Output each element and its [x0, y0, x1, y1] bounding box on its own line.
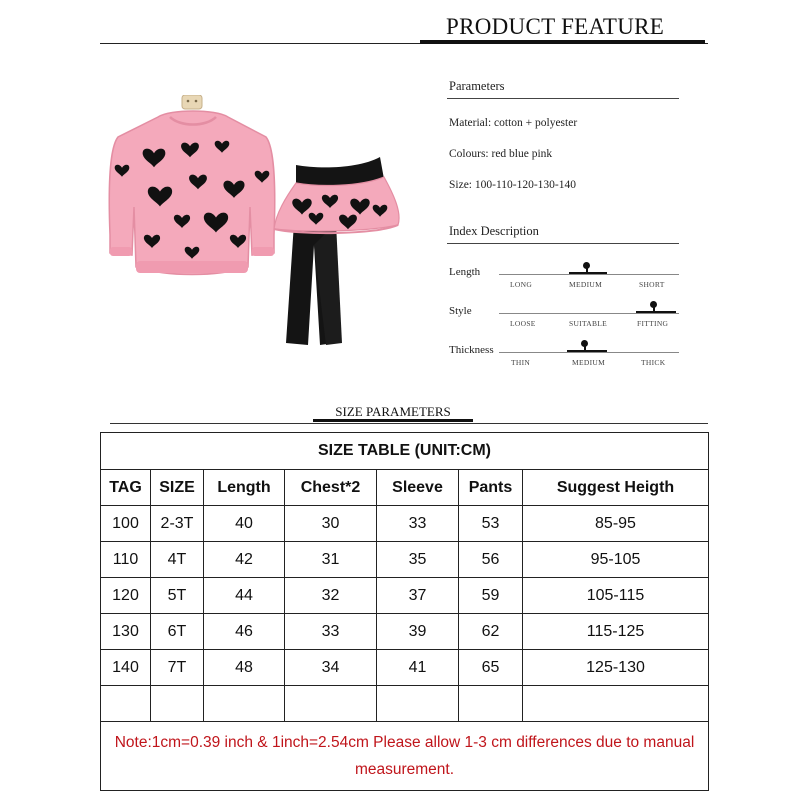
- table-row: [101, 506, 709, 542]
- size-value: Size: 100-110-120-130-140: [449, 179, 577, 191]
- parameters-title: Parameters: [449, 79, 505, 93]
- table-cell: 120: [101, 578, 151, 614]
- table-cell: 40: [204, 506, 285, 542]
- index-option: SUITABLE: [569, 319, 608, 328]
- table-row: [101, 650, 709, 686]
- material-value: Material: cotton + polyester: [449, 117, 578, 129]
- table-header: Sleeve: [377, 470, 459, 506]
- table-cell: 44: [204, 578, 285, 614]
- index-option: MEDIUM: [572, 358, 606, 367]
- colours-value: Colours: red blue pink: [449, 148, 553, 160]
- table-cell: 31: [285, 542, 377, 578]
- table-cell: 100: [101, 506, 151, 542]
- index-label-length: Length: [449, 266, 481, 278]
- table-cell: 46: [204, 614, 285, 650]
- table-cell: 5T: [151, 578, 204, 614]
- index-option: THIN: [511, 358, 531, 367]
- table-cell: 59: [459, 578, 523, 614]
- table-cell-empty: [204, 686, 285, 722]
- table-row: [101, 542, 709, 578]
- size-parameters-divider: [110, 423, 708, 424]
- index-option: FITTING: [637, 319, 669, 328]
- index-option: LOOSE: [510, 319, 536, 328]
- table-cell: 35: [377, 542, 459, 578]
- table-cell: 6T: [151, 614, 204, 650]
- table-cell: 62: [459, 614, 523, 650]
- size-table: [100, 432, 709, 791]
- table-cell: 130: [101, 614, 151, 650]
- index-option: MEDIUM: [569, 280, 603, 289]
- table-cell: 48: [204, 650, 285, 686]
- table-cell-empty: [101, 686, 151, 722]
- table-cell: 53: [459, 506, 523, 542]
- table-header: Chest*2: [285, 470, 377, 506]
- index-option: SHORT: [639, 280, 665, 289]
- table-cell: 34: [285, 650, 377, 686]
- table-row: [101, 578, 709, 614]
- table-cell: 7T: [151, 650, 204, 686]
- table-cell: 140: [101, 650, 151, 686]
- table-cell: 32: [285, 578, 377, 614]
- table-cell: 65: [459, 650, 523, 686]
- table-caption: SIZE TABLE (UNIT:CM): [101, 433, 709, 470]
- index-divider: [447, 243, 679, 244]
- table-cell: 41: [377, 650, 459, 686]
- table-row: [101, 614, 709, 650]
- index-marker-bar: [567, 350, 607, 352]
- table-cell: 30: [285, 506, 377, 542]
- table-header: SIZE: [151, 470, 204, 506]
- table-cell: 125-130: [523, 650, 709, 686]
- index-label-thickness: Thickness: [449, 344, 494, 356]
- table-cell: 85-95: [523, 506, 709, 542]
- product-image: [98, 95, 438, 355]
- hanger-icon: [182, 95, 202, 109]
- size-parameters-title: SIZE PARAMETERS: [335, 404, 451, 419]
- index-marker-bar: [636, 311, 676, 313]
- table-cell: 33: [377, 506, 459, 542]
- table-cell: 105-115: [523, 578, 709, 614]
- index-marker-bar: [569, 272, 607, 274]
- measurement-note: Note:1cm=0.39 inch & 1inch=2.54cm Please allow 1-3 cm differences due to manual measurement.: [101, 722, 709, 791]
- table-cell-empty: [151, 686, 204, 722]
- table-header: TAG: [101, 470, 151, 506]
- sweater-illustration: [109, 111, 274, 275]
- table-cell: 39: [377, 614, 459, 650]
- table-header-row: [101, 470, 709, 506]
- table-cell-empty: [459, 686, 523, 722]
- header-underline: [420, 40, 705, 44]
- index-title: Index Description: [449, 224, 539, 238]
- table-cell: 115-125: [523, 614, 709, 650]
- index-option: THICK: [641, 358, 666, 367]
- table-row-empty: [101, 686, 709, 722]
- table-cell: 37: [377, 578, 459, 614]
- table-cell: 110: [101, 542, 151, 578]
- table-cell: 33: [285, 614, 377, 650]
- table-cell: 4T: [151, 542, 204, 578]
- table-cell-empty: [377, 686, 459, 722]
- table-header: Pants: [459, 470, 523, 506]
- table-cell: 56: [459, 542, 523, 578]
- table-cell-empty: [285, 686, 377, 722]
- table-cell-empty: [523, 686, 709, 722]
- parameters-divider: [447, 98, 679, 99]
- table-cell: 2-3T: [151, 506, 204, 542]
- leggings-illustration: [274, 157, 399, 345]
- page-title: PRODUCT FEATURE: [446, 14, 665, 39]
- index-option: LONG: [510, 280, 533, 289]
- table-header: Suggest Heigth: [523, 470, 709, 506]
- index-label-style: Style: [449, 305, 472, 317]
- size-parameters-underline: [313, 419, 473, 422]
- table-cell: 95-105: [523, 542, 709, 578]
- table-cell: 42: [204, 542, 285, 578]
- table-header: Length: [204, 470, 285, 506]
